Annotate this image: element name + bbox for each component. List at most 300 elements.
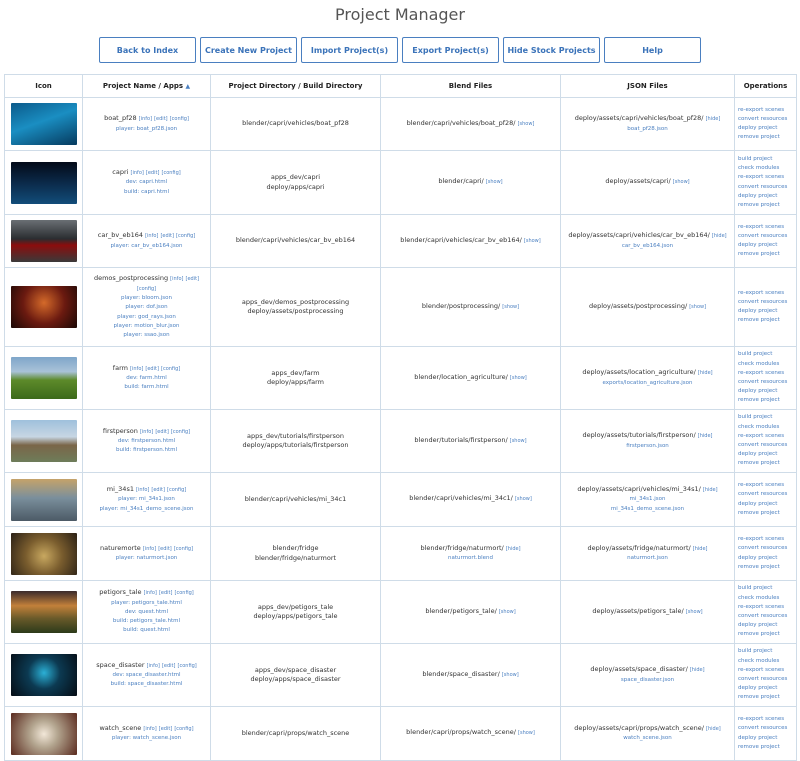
- json-path-line: [563, 665, 732, 675]
- icon-cell: [5, 527, 83, 581]
- blend-path: blender/capri/props/watch_scene/: [406, 728, 516, 737]
- edit-link[interactable]: [edit]: [158, 545, 172, 552]
- json-file-link[interactable]: boat_pf28.json: [627, 125, 668, 132]
- blend-toggle-link[interactable]: [show]: [498, 608, 516, 615]
- projects-table: [4, 74, 797, 761]
- table-row: [5, 527, 797, 581]
- icon-cell: [5, 151, 83, 215]
- json-file-link[interactable]: exports/location_agriculture.json: [602, 379, 693, 386]
- operations-cell: [735, 473, 797, 527]
- blend-toggle-link[interactable]: [show]: [509, 437, 527, 444]
- info-link[interactable]: [info]: [146, 662, 160, 669]
- operations-cell: [735, 268, 797, 347]
- directory-path: blender/capri/vehicles/mi_34c1: [244, 494, 347, 503]
- column-header-operations: Operations: [735, 75, 797, 98]
- convert-resources-link[interactable]: convert resources: [738, 298, 788, 305]
- edit-link[interactable]: [edit]: [161, 662, 176, 669]
- directory-path: blender/fridge/naturmort: [254, 553, 337, 562]
- blend-path: blender/capri/vehicles/mi_34c1/: [409, 494, 513, 503]
- project-name-line: [85, 168, 208, 178]
- project-thumbnail[interactable]: [11, 103, 77, 145]
- app-link[interactable]: player: god_rays.json: [117, 313, 176, 320]
- json-file-link[interactable]: mi_34s1_demo_scene.json: [610, 505, 685, 512]
- operations-cell: [735, 347, 797, 410]
- blend-toggle-link[interactable]: [show]: [517, 120, 535, 127]
- directory-path: deploy/apps/farm: [266, 378, 325, 386]
- info-link[interactable]: [info]: [130, 170, 144, 177]
- json-path-line: [563, 607, 732, 617]
- name-cell: [83, 473, 211, 527]
- project-name-line: [85, 544, 208, 554]
- app-link[interactable]: dev: firstperson.html: [117, 437, 176, 444]
- edit-link[interactable]: [edit]: [185, 275, 200, 282]
- json-file-link[interactable]: mi_34s1.json: [629, 496, 666, 503]
- convert-resources-link[interactable]: convert resources: [738, 379, 788, 385]
- name-cell: [83, 707, 211, 761]
- re-export-scenes-link[interactable]: re-export scenes: [738, 603, 785, 610]
- table-row: [5, 215, 797, 268]
- operations-cell: [735, 581, 797, 644]
- json-cell: [561, 644, 735, 707]
- directory-path: apps_dev/demos_postprocessing: [241, 297, 350, 306]
- blend-path: blender/capri/: [438, 177, 484, 186]
- remove-project-link[interactable]: remove project: [738, 251, 780, 258]
- deploy-project-link[interactable]: deploy project: [738, 125, 778, 131]
- operations-cell: [735, 410, 797, 473]
- json-path: deploy/assets/petigors_tale/: [592, 606, 684, 615]
- project-name-line: [85, 231, 208, 241]
- app-link[interactable]: player: ssao.json: [123, 332, 170, 338]
- project-name: car_bv_eb164: [97, 231, 143, 240]
- app-link[interactable]: player: mi_34s1.json: [118, 496, 175, 503]
- directory-path: apps_dev/petigors_tale: [257, 602, 334, 611]
- check-modules-link[interactable]: check modules: [738, 360, 780, 367]
- blend-path-line: [383, 494, 558, 504]
- name-cell: [83, 347, 211, 410]
- config-link[interactable]: [config]: [176, 233, 196, 240]
- json-toggle-link[interactable]: [hide]: [706, 725, 721, 732]
- project-thumbnail[interactable]: [11, 420, 77, 462]
- re-export-scenes-link[interactable]: re-export scenes: [738, 666, 785, 673]
- config-link[interactable]: [config]: [136, 285, 157, 292]
- check-modules-link[interactable]: check modules: [738, 423, 780, 430]
- directory-cell: [211, 473, 381, 527]
- create-new-project-button[interactable]: Create New Project: [200, 37, 297, 63]
- info-link[interactable]: [info]: [139, 428, 154, 435]
- project-thumbnail[interactable]: [11, 220, 77, 262]
- config-link[interactable]: [config]: [177, 662, 197, 669]
- back-to-index-button[interactable]: Back to Index: [99, 37, 196, 63]
- remove-project-link[interactable]: remove project: [738, 317, 780, 324]
- name-cell: [83, 151, 211, 215]
- blend-cell: [381, 707, 561, 761]
- directory-cell: [211, 268, 381, 347]
- sort-ascending-icon[interactable]: ▲: [185, 83, 191, 90]
- app-link[interactable]: player: watch_scene.json: [111, 735, 182, 741]
- table-header-row: [5, 75, 797, 98]
- remove-project-link[interactable]: remove project: [738, 563, 780, 570]
- operations-cell: [735, 98, 797, 151]
- json-path-line: [563, 724, 732, 734]
- project-name: petigors_tale: [99, 588, 142, 597]
- deploy-project-link[interactable]: deploy project: [738, 685, 778, 692]
- info-link[interactable]: [info]: [170, 275, 184, 282]
- icon-cell: [5, 98, 83, 151]
- convert-resources-link[interactable]: convert resources: [738, 676, 788, 682]
- project-name-line: [85, 427, 208, 437]
- info-link[interactable]: [info]: [138, 116, 153, 123]
- deploy-project-link[interactable]: deploy project: [738, 500, 778, 507]
- json-path: deploy/assets/fridge/naturmort/: [587, 543, 691, 552]
- json-path-line: [563, 485, 732, 495]
- project-name-line: [85, 485, 208, 495]
- deploy-project-link[interactable]: deploy project: [738, 388, 778, 395]
- table-row: [5, 581, 797, 644]
- re-export-scenes-link[interactable]: re-export scenes: [738, 174, 785, 181]
- directory-path: deploy/apps/capri: [266, 182, 325, 191]
- json-file-link[interactable]: naturmort.json: [627, 555, 668, 561]
- operations-cell: [735, 644, 797, 707]
- re-export-scenes-link[interactable]: re-export scenes: [738, 106, 785, 113]
- config-link[interactable]: [config]: [174, 725, 194, 732]
- build-project-link[interactable]: build project: [738, 351, 773, 358]
- info-link[interactable]: [info]: [142, 545, 157, 552]
- blend-cell: [381, 410, 561, 473]
- re-export-scenes-link[interactable]: re-export scenes: [738, 536, 785, 543]
- edit-link[interactable]: [edit]: [151, 487, 165, 494]
- json-cell: [561, 473, 735, 527]
- icon-cell: [5, 268, 83, 347]
- operations-cell: [735, 151, 797, 215]
- column-header-blend: Blend Files: [381, 75, 561, 98]
- directory-cell: [211, 527, 381, 581]
- json-cell: [561, 707, 735, 761]
- blend-cell: [381, 151, 561, 215]
- icon-cell: [5, 215, 83, 268]
- app-link[interactable]: dev: quest.html: [124, 608, 169, 615]
- directory-cell: [211, 98, 381, 151]
- icon-cell: [5, 410, 83, 473]
- blend-toggle-link[interactable]: [show]: [514, 496, 532, 503]
- blend-cell: [381, 473, 561, 527]
- json-file-link[interactable]: watch_scene.json: [623, 735, 672, 741]
- directory-cell: [211, 215, 381, 268]
- json-cell: [561, 151, 735, 215]
- info-link[interactable]: [info]: [143, 725, 157, 732]
- build-project-link[interactable]: build project: [738, 414, 773, 421]
- app-link[interactable]: build: farm.html: [124, 384, 169, 391]
- config-link[interactable]: [config]: [167, 487, 187, 494]
- column-header-name[interactable]: [83, 75, 211, 98]
- convert-resources-link[interactable]: convert resources: [738, 545, 788, 552]
- build-project-link[interactable]: build project: [738, 155, 773, 162]
- deploy-project-link[interactable]: deploy project: [738, 734, 778, 741]
- remove-project-link[interactable]: remove project: [738, 460, 780, 467]
- projects-table-container: [4, 74, 796, 761]
- edit-link[interactable]: [edit]: [155, 428, 169, 435]
- name-cell: [83, 410, 211, 473]
- column-header-json: JSON Files: [561, 75, 735, 98]
- json-toggle-link[interactable]: [hide]: [689, 667, 705, 674]
- re-export-scenes-link[interactable]: re-export scenes: [738, 482, 785, 489]
- remove-project-link[interactable]: remove project: [738, 743, 780, 750]
- project-name: boat_pf28: [104, 114, 137, 123]
- table-row: [5, 268, 797, 347]
- json-toggle-link[interactable]: [hide]: [697, 370, 713, 377]
- check-modules-link[interactable]: check modules: [738, 165, 780, 172]
- operations-cell: [735, 215, 797, 268]
- check-modules-link[interactable]: check modules: [738, 657, 780, 664]
- page-title: Project Manager: [335, 5, 465, 24]
- name-cell: [83, 527, 211, 581]
- column-header-icon: Icon: [5, 75, 83, 98]
- project-thumbnail[interactable]: [11, 479, 77, 521]
- remove-project-link[interactable]: remove project: [738, 509, 780, 516]
- blend-cell: [381, 215, 561, 268]
- convert-resources-link[interactable]: convert resources: [738, 232, 788, 239]
- json-path: deploy/assets/tutorials/firstperson/: [582, 431, 696, 440]
- blend-toggle-link[interactable]: [show]: [523, 237, 541, 244]
- json-path: deploy/assets/capri/vehicles/boat_pf28/: [574, 114, 704, 123]
- name-cell: [83, 581, 211, 644]
- project-name-line: [85, 364, 208, 374]
- config-link[interactable]: [config]: [161, 365, 181, 372]
- directory-path: blender/fridge: [272, 544, 319, 553]
- edit-link[interactable]: [edit]: [158, 590, 173, 597]
- convert-resources-link[interactable]: convert resources: [738, 613, 788, 619]
- info-link[interactable]: [info]: [143, 590, 157, 597]
- edit-link[interactable]: [edit]: [154, 116, 168, 123]
- help-button[interactable]: Help: [604, 37, 701, 63]
- re-export-scenes-link[interactable]: re-export scenes: [738, 223, 785, 230]
- blend-toggle-link[interactable]: [show]: [501, 671, 519, 678]
- blend-toggle-link[interactable]: [show]: [485, 179, 503, 186]
- app-link[interactable]: build: petigors_tale.html: [112, 618, 181, 625]
- app-link[interactable]: player: dof.json: [125, 304, 168, 311]
- blend-path-line: [383, 607, 558, 617]
- info-link[interactable]: [info]: [136, 487, 150, 494]
- app-link[interactable]: dev: capri.html: [125, 179, 168, 186]
- icon-cell: [5, 581, 83, 644]
- blend-file-link[interactable]: naturmort.blend: [448, 555, 493, 561]
- json-file-link[interactable]: firstperson.json: [626, 442, 669, 449]
- json-path-line: [563, 431, 732, 441]
- project-name: watch_scene: [99, 723, 142, 732]
- blend-path-line: [383, 236, 558, 246]
- app-link[interactable]: build: firstperson.html: [115, 447, 177, 454]
- remove-project-link[interactable]: remove project: [738, 631, 780, 638]
- directory-cell: [211, 151, 381, 215]
- convert-resources-link[interactable]: convert resources: [738, 115, 788, 122]
- project-name-line: [85, 114, 208, 124]
- json-path: deploy/assets/capri/: [605, 177, 671, 186]
- project-thumbnail[interactable]: [11, 357, 77, 399]
- app-link[interactable]: player: bloom.json: [121, 295, 172, 302]
- remove-project-link[interactable]: remove project: [738, 201, 780, 208]
- icon-cell: [5, 707, 83, 761]
- json-toggle-link[interactable]: [show]: [672, 179, 690, 186]
- json-path-line: [563, 231, 732, 241]
- export-projects-button[interactable]: Export Project(s): [402, 37, 499, 63]
- json-toggle-link[interactable]: [hide]: [692, 545, 708, 552]
- json-path-line: [563, 114, 732, 124]
- blend-toggle-link[interactable]: [show]: [518, 730, 535, 737]
- app-link[interactable]: player: boat_pf28.json: [115, 125, 178, 132]
- edit-link[interactable]: [edit]: [158, 725, 173, 732]
- import-projects-button[interactable]: Import Project(s): [301, 37, 398, 63]
- json-cell: [561, 215, 735, 268]
- json-toggle-link[interactable]: [show]: [689, 303, 707, 310]
- toolbar: [0, 37, 800, 63]
- app-link[interactable]: dev: farm.html: [126, 374, 167, 381]
- table-row: [5, 347, 797, 410]
- config-link[interactable]: [config]: [169, 116, 189, 123]
- icon-cell: [5, 644, 83, 707]
- app-link[interactable]: player: mi_34s1_demo_scene.json: [99, 505, 194, 512]
- re-export-scenes-link[interactable]: re-export scenes: [738, 716, 785, 723]
- check-modules-link[interactable]: check modules: [738, 594, 780, 601]
- edit-link[interactable]: [edit]: [145, 170, 160, 177]
- app-link[interactable]: player: car_bv_eb164.json: [110, 242, 183, 249]
- deploy-project-link[interactable]: deploy project: [738, 308, 778, 314]
- directory-path: deploy/apps/space_disaster: [250, 675, 341, 683]
- re-export-scenes-link[interactable]: re-export scenes: [738, 432, 785, 439]
- json-toggle-link[interactable]: [show]: [685, 608, 703, 615]
- json-cell: [561, 98, 735, 151]
- blend-path: blender/postprocessing/: [421, 301, 501, 310]
- re-export-scenes-link[interactable]: re-export scenes: [738, 369, 785, 376]
- operations-cell: [735, 527, 797, 581]
- convert-resources-link[interactable]: convert resources: [738, 725, 788, 732]
- remove-project-link[interactable]: remove project: [738, 694, 780, 701]
- blend-toggle-link[interactable]: [show]: [502, 303, 520, 310]
- json-file-link[interactable]: car_bv_eb164.json: [621, 242, 674, 249]
- column-header-name-label: Project Name / Apps: [102, 82, 184, 90]
- project-thumbnail[interactable]: [11, 713, 77, 755]
- edit-link[interactable]: [edit]: [160, 233, 174, 240]
- json-cell: [561, 581, 735, 644]
- app-link[interactable]: build: capri.html: [123, 188, 170, 195]
- name-cell: [83, 215, 211, 268]
- json-cell: [561, 410, 735, 473]
- app-link[interactable]: player: petigors_tale.html: [111, 599, 182, 606]
- project-thumbnail[interactable]: [11, 162, 77, 204]
- json-path: deploy/assets/location_agriculture/: [582, 368, 696, 377]
- json-path-line: [563, 302, 732, 312]
- app-link[interactable]: build: quest.html: [123, 627, 170, 634]
- project-thumbnail[interactable]: [11, 654, 77, 696]
- blend-path-line: [383, 119, 558, 129]
- json-path: deploy/assets/capri/props/watch_scene/: [574, 723, 704, 732]
- operations-cell: [735, 707, 797, 761]
- directory-cell: [211, 707, 381, 761]
- json-cell: [561, 347, 735, 410]
- json-toggle-link[interactable]: [hide]: [705, 116, 721, 123]
- json-path: deploy/assets/postprocessing/: [588, 301, 688, 310]
- json-toggle-link[interactable]: [hide]: [711, 233, 727, 240]
- project-name: farm: [112, 363, 128, 372]
- project-thumbnail[interactable]: [11, 591, 77, 633]
- blend-cell: [381, 347, 561, 410]
- json-toggle-link[interactable]: [hide]: [702, 487, 718, 494]
- directory-path: apps_dev/capri: [270, 173, 321, 182]
- name-cell: [83, 268, 211, 347]
- blend-path: blender/location_agriculture/: [414, 372, 508, 381]
- directory-path: deploy/assets/postprocessing: [247, 307, 344, 315]
- app-link[interactable]: dev: space_disaster.html: [112, 671, 181, 678]
- directory-path: apps_dev/farm: [271, 368, 320, 377]
- app-link[interactable]: player: naturmort.json: [115, 555, 178, 561]
- edit-link[interactable]: [edit]: [145, 365, 159, 372]
- blend-toggle-link[interactable]: [show]: [509, 374, 527, 381]
- convert-resources-link[interactable]: convert resources: [738, 442, 788, 448]
- blend-path: blender/tutorials/firstperson/: [414, 435, 508, 444]
- blend-cell: [381, 527, 561, 581]
- project-name: capri: [112, 168, 129, 177]
- app-link[interactable]: player: motion_blur.json: [113, 322, 180, 329]
- project-name-line: [85, 661, 208, 671]
- json-path: deploy/assets/capri/vehicles/mi_34s1/: [577, 485, 701, 494]
- hide-stock-projects-button[interactable]: Hide Stock Projects: [503, 37, 600, 63]
- project-name: demos_postprocessing: [93, 273, 169, 282]
- json-file-link[interactable]: space_disaster.json: [620, 676, 675, 683]
- config-link[interactable]: [config]: [161, 170, 181, 177]
- deploy-project-link[interactable]: deploy project: [738, 451, 778, 458]
- deploy-project-link[interactable]: deploy project: [738, 242, 778, 248]
- json-cell: [561, 527, 735, 581]
- directory-path: deploy/apps/petigors_tale: [253, 612, 338, 620]
- table-row: [5, 98, 797, 151]
- json-cell: [561, 268, 735, 347]
- config-link[interactable]: [config]: [173, 545, 194, 552]
- blend-cell: [381, 581, 561, 644]
- deploy-project-link[interactable]: deploy project: [738, 554, 778, 561]
- blend-path-line: [383, 436, 558, 446]
- convert-resources-link[interactable]: convert resources: [738, 491, 788, 498]
- build-project-link[interactable]: build project: [738, 585, 773, 592]
- convert-resources-link[interactable]: convert resources: [738, 183, 788, 190]
- config-link[interactable]: [config]: [170, 428, 191, 435]
- build-project-link[interactable]: build project: [738, 648, 773, 655]
- json-path: deploy/assets/space_disaster/: [590, 665, 688, 674]
- directory-path: deploy/apps/tutorials/firstperson: [242, 441, 349, 449]
- deploy-project-link[interactable]: deploy project: [738, 192, 778, 199]
- project-name-line: [85, 588, 208, 598]
- app-link[interactable]: build: space_disaster.html: [110, 681, 183, 688]
- blend-cell: [381, 644, 561, 707]
- remove-project-link[interactable]: remove project: [738, 134, 780, 141]
- re-export-scenes-link[interactable]: re-export scenes: [738, 289, 785, 296]
- directory-cell: [211, 644, 381, 707]
- info-link[interactable]: [info]: [130, 365, 144, 372]
- config-link[interactable]: [config]: [174, 590, 194, 597]
- directory-cell: [211, 410, 381, 473]
- blend-path: blender/petigors_tale/: [425, 606, 497, 615]
- blend-toggle-link[interactable]: [hide]: [505, 545, 521, 552]
- project-thumbnail[interactable]: [11, 286, 77, 328]
- blend-path-line: [383, 544, 558, 554]
- icon-cell: [5, 347, 83, 410]
- remove-project-link[interactable]: remove project: [738, 397, 780, 404]
- project-name: mi_34s1: [106, 485, 134, 494]
- info-link[interactable]: [info]: [145, 233, 159, 240]
- directory-path: blender/capri/vehicles/boat_pf28: [242, 119, 349, 128]
- directory-cell: [211, 347, 381, 410]
- column-header-directory: Project Directory / Build Directory: [211, 75, 381, 98]
- project-thumbnail[interactable]: [11, 533, 77, 575]
- deploy-project-link[interactable]: deploy project: [738, 622, 778, 629]
- json-toggle-link[interactable]: [hide]: [697, 433, 713, 440]
